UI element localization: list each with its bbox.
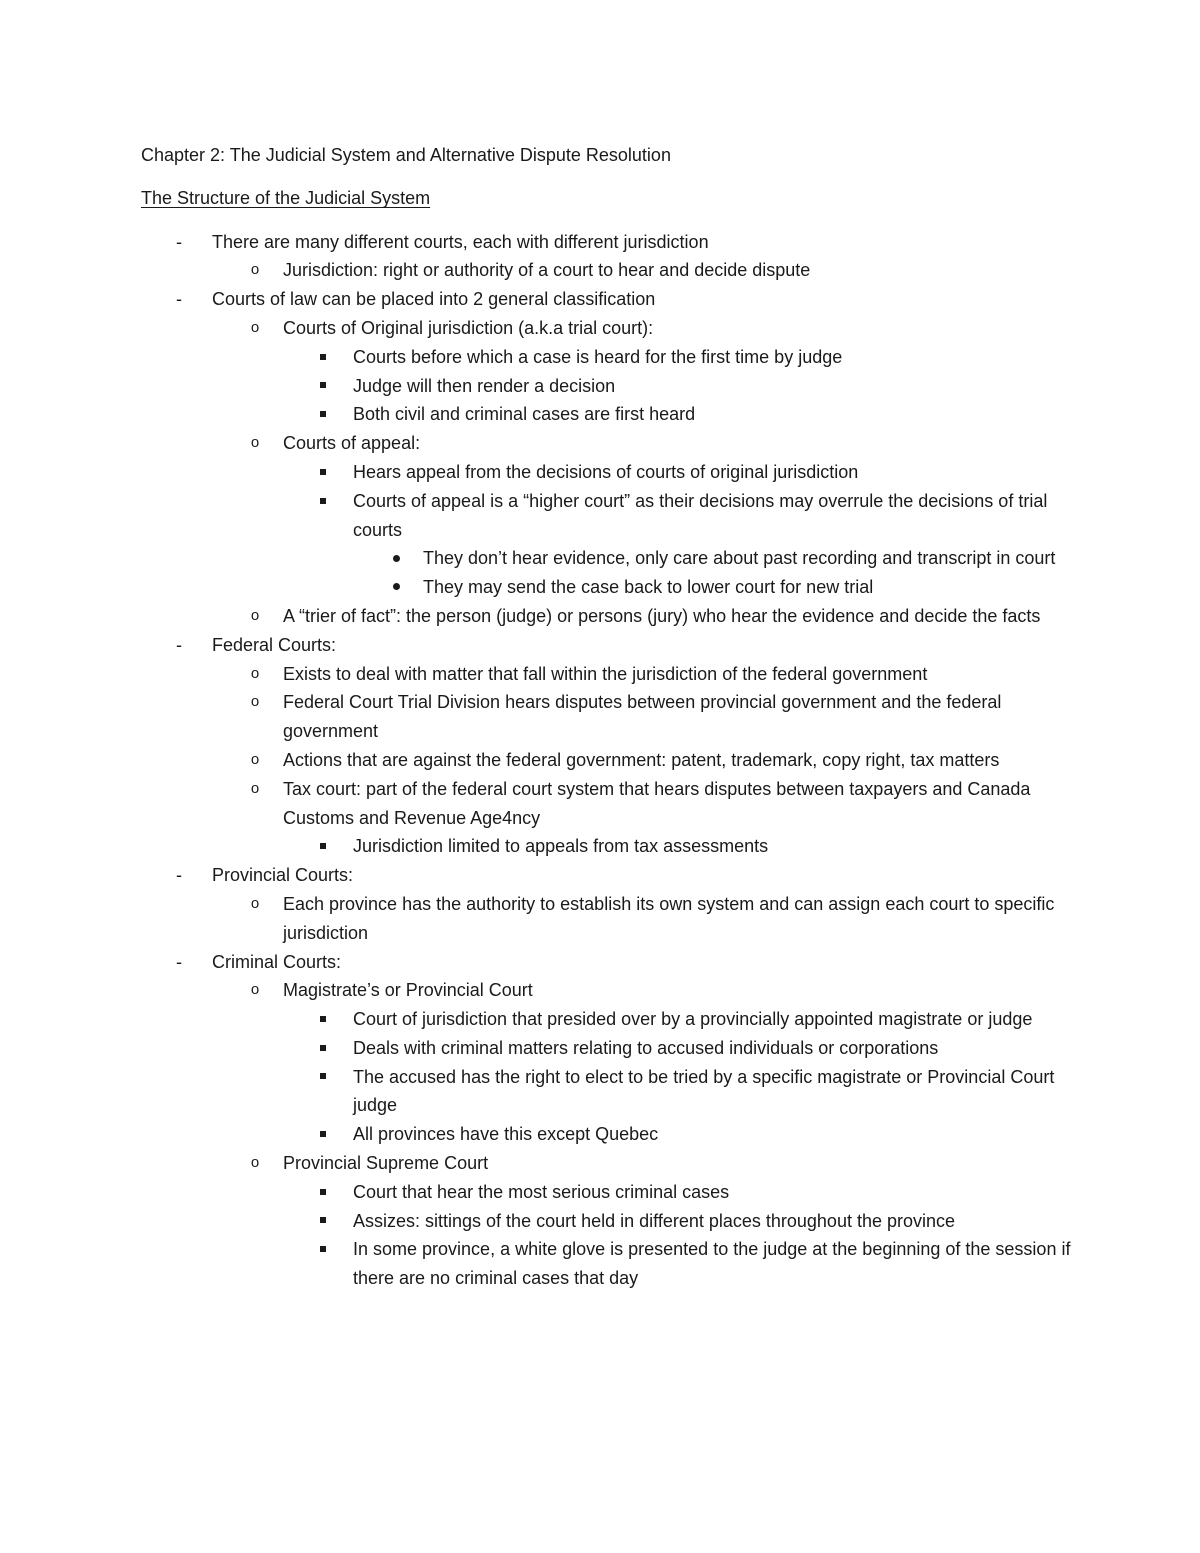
list-item (141, 343, 1071, 372)
list-item (141, 890, 1071, 948)
list-item (141, 1120, 1071, 1149)
square-bullet-icon (313, 1005, 333, 1034)
o-bullet: o (250, 779, 260, 797)
round-bullet-icon (386, 544, 406, 573)
list-item-text: Exists to deal with matter that fall within the jurisdiction of the federal government (283, 663, 928, 684)
list-item-text: Provincial Courts: (212, 865, 354, 886)
square-bullet-icon (313, 832, 333, 861)
list-item-text: Courts of Original jurisdiction (a.k.a trial court): (283, 317, 654, 338)
list-item-text: Courts of appeal: (283, 433, 421, 454)
list-item-text: Federal Courts: (212, 634, 337, 655)
list-item (141, 1063, 1071, 1121)
list-item-text: Court of jurisdiction that presided over by a provincially appointed magistrate or judge (353, 1009, 1033, 1030)
o-bullet: o (250, 750, 260, 768)
list-item (141, 1207, 1071, 1236)
o-bullet: o (250, 606, 260, 624)
list-item (141, 1034, 1071, 1063)
list-item-text: Judge will then render a decision (353, 375, 616, 396)
square-bullet-icon (313, 1207, 333, 1236)
list-item-text: Courts of appeal is a “higher court” as their decisions may overrule the decisions of trial courts (353, 490, 1048, 540)
outline-list (141, 228, 1071, 1293)
square-bullet-icon (313, 343, 333, 372)
list-item-text: The accused has the right to elect to be tried by a specific magistrate or Provincial Court judge (353, 1066, 1055, 1116)
o-bullet: o (250, 894, 260, 912)
list-item (141, 602, 1071, 631)
list-item (141, 573, 1071, 602)
list-item (141, 861, 1071, 890)
list-item-text: Deals with criminal matters relating to accused individuals or corporations (353, 1037, 939, 1058)
square-bullet-icon (313, 1063, 333, 1092)
list-item-text: Assizes: sittings of the court held in different places throughout the province (353, 1210, 956, 1231)
list-item (141, 746, 1071, 775)
list-item-text: Both civil and criminal cases are first heard (353, 404, 696, 425)
list-item-text: Courts of law can be placed into 2 general classification (212, 289, 656, 310)
list-item (141, 1235, 1071, 1293)
list-item-text: Federal Court Trial Division hears disputes between provincial government and the federal government (283, 692, 1002, 742)
list-item-text: Jurisdiction: right or authority of a court to hear and decide dispute (283, 260, 811, 281)
section-heading: The Structure of the Judicial System (141, 188, 431, 209)
list-item (141, 1149, 1071, 1178)
list-item-text: A “trier of fact”: the person (judge) or persons (jury) who hear the evidence and decide the facts (283, 605, 1041, 626)
list-item (141, 832, 1071, 861)
o-bullet: o (250, 261, 260, 279)
square-bullet-icon (313, 1120, 333, 1149)
list-item (141, 1005, 1071, 1034)
dash-bullet (169, 228, 189, 257)
o-bullet: o (250, 981, 260, 999)
dash-bullet (169, 285, 189, 314)
list-item (141, 660, 1071, 689)
list-item-text: Criminal Courts: (212, 951, 342, 972)
list-item (141, 429, 1071, 458)
o-bullet: o (250, 318, 260, 336)
list-item-text: There are many different courts, each with different jurisdiction (212, 231, 709, 252)
square-bullet-icon (313, 372, 333, 401)
list-item-text: All provinces have this except Quebec (353, 1124, 659, 1145)
dash-bullet (169, 861, 189, 890)
list-item (141, 544, 1071, 573)
o-bullet: o (250, 1154, 260, 1172)
list-item-text: Jurisdiction limited to appeals from tax assessments (353, 836, 769, 857)
list-item-text: Courts before which a case is heard for the first time by judge (353, 346, 843, 367)
square-bullet-icon (313, 400, 333, 429)
list-item (141, 775, 1071, 833)
list-item (141, 1178, 1071, 1207)
list-item (141, 487, 1071, 545)
document-body (141, 141, 1071, 1293)
list-item-text: They may send the case back to lower court for new trial (423, 577, 874, 598)
list-item (141, 228, 1071, 257)
list-item (141, 400, 1071, 429)
list-item-text: Each province has the authority to establish its own system and can assign each court to specific jurisdiction (283, 893, 1055, 943)
list-item-text: Provincial Supreme Court (283, 1153, 489, 1174)
list-item (141, 688, 1071, 746)
square-bullet-icon (313, 458, 333, 487)
list-item (141, 631, 1071, 660)
list-item (141, 372, 1071, 401)
square-bullet-icon (313, 487, 333, 516)
list-item-text: Magistrate’s or Provincial Court (283, 980, 533, 1001)
square-bullet-icon (313, 1034, 333, 1063)
list-item-text: Tax court: part of the federal court system that hears disputes between taxpayers and Canada Customs and Revenue Age4ncy (283, 778, 1031, 828)
o-bullet: o (250, 664, 260, 682)
list-item-text: Actions that are against the federal government: patent, trademark, copy right, tax matters (283, 749, 1000, 770)
list-item (141, 256, 1071, 285)
list-item (141, 948, 1071, 977)
document-title: Chapter 2: The Judicial System and Alternative Dispute Resolution (141, 145, 671, 165)
dash-bullet (169, 948, 189, 977)
list-item (141, 314, 1071, 343)
round-bullet-icon (386, 573, 406, 602)
list-item-text: Court that hear the most serious criminal cases (353, 1181, 730, 1202)
o-bullet: o (250, 693, 260, 711)
list-item-text: They don’t hear evidence, only care about past recording and transcript in court (423, 548, 1056, 569)
list-item-text: Hears appeal from the decisions of courts of original jurisdiction (353, 461, 859, 482)
square-bullet-icon (313, 1235, 333, 1264)
list-item (141, 976, 1071, 1005)
square-bullet-icon (313, 1178, 333, 1207)
dash-bullet (169, 631, 189, 660)
o-bullet: o (250, 434, 260, 452)
list-item-text: In some province, a white glove is presented to the judge at the beginning of the session if there are no criminal cases that day (353, 1239, 1071, 1289)
list-item (141, 458, 1071, 487)
list-item (141, 285, 1071, 314)
